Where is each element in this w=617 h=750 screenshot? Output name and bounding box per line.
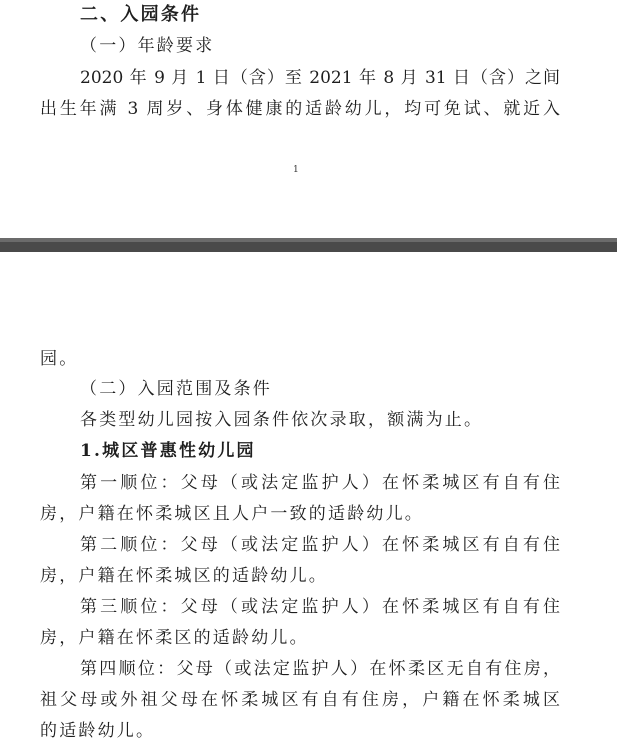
priority-2-line-2: 房，户籍在怀柔城区的适龄幼儿。 — [40, 566, 328, 586]
page-number: 1 — [293, 165, 299, 175]
age-paragraph-line-2: 出生年满 3 周岁、身体健康的适龄幼儿，均可免试、就近入 — [40, 99, 560, 119]
priority-4-line-1: 第四顺位：父母（或法定监护人）在怀柔区无自有住房， — [80, 659, 560, 679]
priority-1-line-2: 房，户籍在怀柔城区且人户一致的适龄幼儿。 — [40, 504, 424, 524]
document-page-1 — [0, 0, 617, 238]
intro-paragraph: 各类型幼儿园按入园条件依次录取，额满为止。 — [80, 410, 484, 430]
priority-1-line-1: 第一顺位：父母（或法定监护人）在怀柔城区有自有住 — [80, 473, 560, 493]
document-page-2 — [0, 252, 617, 750]
section-title-urban: 1.城区普惠性幼儿园 — [80, 441, 256, 461]
page-separator — [0, 238, 617, 252]
continuation-text: 园。 — [40, 349, 79, 369]
section-heading: 二、入园条件 — [80, 4, 202, 25]
priority-4-line-2: 祖父母或外祖父母在怀柔城区有自有住房，户籍在怀柔城区 — [40, 690, 560, 710]
subsection-heading-scope: （二）入园范围及条件 — [80, 379, 272, 399]
subsection-heading-age: （一）年龄要求 — [80, 36, 215, 56]
priority-3-line-2: 房，户籍在怀柔区的适龄幼儿。 — [40, 628, 309, 648]
priority-2-line-1: 第二顺位：父母（或法定监护人）在怀柔城区有自有住 — [80, 535, 560, 555]
priority-3-line-1: 第三顺位：父母（或法定监护人）在怀柔城区有自有住 — [80, 597, 560, 617]
priority-4-line-3: 的适龄幼儿。 — [40, 721, 156, 741]
age-paragraph-line-1: 2020 年 9 月 1 日（含）至 2021 年 8 月 31 日（含）之间 — [80, 68, 560, 88]
